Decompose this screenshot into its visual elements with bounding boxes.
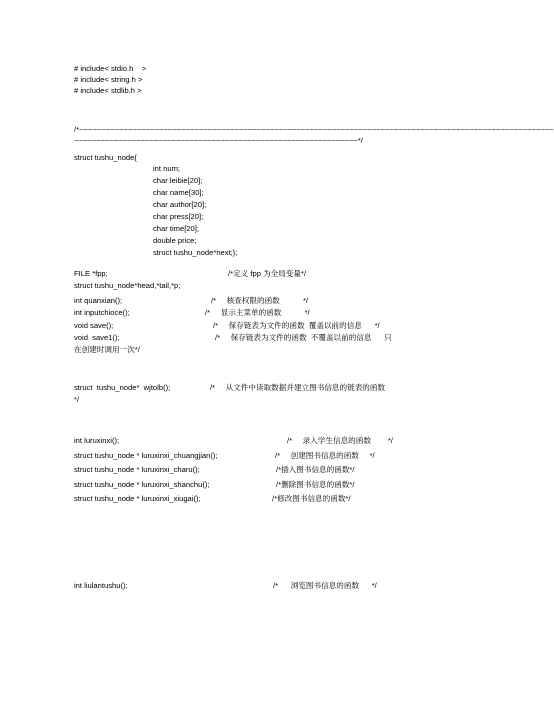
struct-field: char name[30]; [153,188,204,197]
struct-field: double price; [153,236,197,245]
function-comment: /* 核查权限的函数 */ [211,296,309,305]
divider-comment-line-1: /*~~~~~~~~~~~~~~~~~~~~~~~~~~~~~~~~~~~~~~~~~~~~~~~~~~~~~~~~~~~~~~~~~~~~~~~~~~~~~~~~~~~~~~~~~~~~~~~~~~~~~~~~~~~ [74,125,554,134]
function-declaration: int inputchioce(); [74,308,130,317]
function-declaration: struct tushu_node * luruxinxi_chuangjian(); [74,451,218,460]
function-comment: /* 录入学生信息的函数 */ [287,436,393,445]
function-comment: /*修改图书信息的函数*/ [272,494,351,503]
function-comment: /*插入图书信息的函数*/ [276,465,355,474]
global-fpp-declaration: FILE *fpp; [74,269,108,278]
struct-field: char author[20]; [153,200,207,209]
function-declaration: void save1(); [74,333,120,342]
struct-field: char leibie[20]; [153,176,203,185]
function-comment: /* 保存链表为文件的函数 覆盖以前的信息 */ [213,321,380,330]
function-declaration: struct tushu_node * luruxinxi_shanchu(); [74,480,210,489]
function-declaration: struct tushu_node* wjtolb(); [74,383,171,392]
function-declaration: int luruxinxi(); [74,436,120,445]
struct-field: char press[20]; [153,212,204,221]
function-declaration: int liulantushu(); [74,581,128,590]
function-comment-continuation: */ [74,395,80,404]
function-comment: /* 浏览图书信息的函数 */ [273,581,377,590]
function-declaration: int quanxian(); [74,296,123,305]
include-line: # include< stdio.h > [74,64,147,73]
function-declaration: struct tushu_node * luruxinxi_charu(); [74,465,200,474]
function-comment: /* 显示主菜单的函数 */ [205,308,310,317]
function-comment-continuation: 在创建时调用一次*/ [74,345,140,354]
function-declaration: void save(); [74,321,114,330]
function-comment: /* 创建图书信息的函数 */ [275,451,375,460]
struct-field: struct tushu_node*next;}; [153,248,238,257]
struct-header: struct tushu_node{ [74,153,137,162]
global-pointers: struct tushu_node*head,*tail,*p; [74,281,181,290]
struct-field: char time[20]; [153,224,200,233]
include-line: # include< string.h > [74,75,143,84]
function-comment: /*删除图书信息的函数*/ [276,480,355,489]
struct-field: int num; [153,164,181,173]
global-fpp-comment: /*定义 fpp 为全局变量*/ [228,269,307,278]
function-declaration: struct tushu_node * luruxinxi_xiugai(); [74,494,201,503]
function-comment: /* 从文件中读取数据并建立图书信息的链表的函数 [210,383,386,392]
include-line: # include< stdlib.h > [74,86,142,95]
divider-comment-line-2: ~~~~~~~~~~~~~~~~~~~~~~~~~~~~~~~~~~~~~~~~~~~~~~~~~~~~~~~~~~~~~~~~*/ [74,136,363,145]
function-comment: /* 保存链表为文件的函数 不覆盖以前的信息 只 [215,333,392,342]
